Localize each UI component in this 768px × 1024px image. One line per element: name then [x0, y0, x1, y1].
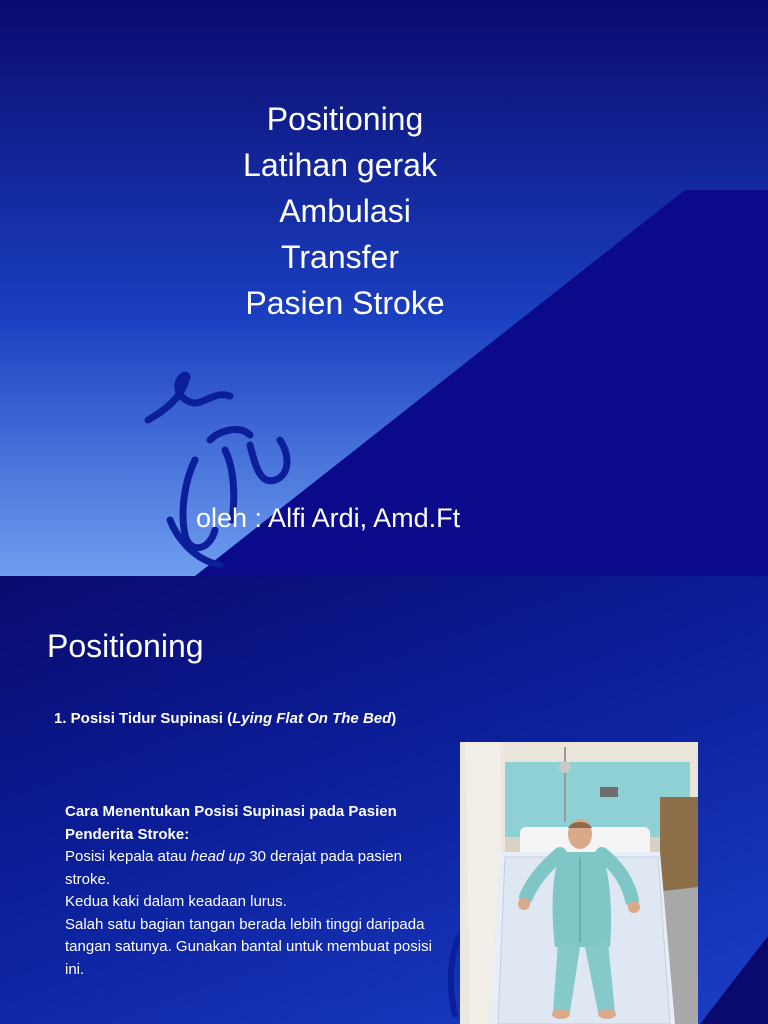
- body-line-3: Salah satu bagian tangan berada lebih tinggi daripada tangan satunya. Gunakan bantal untuk membuat posisi ini.: [65, 915, 432, 978]
- line1-prefix: Posisi kepala atau: [65, 848, 191, 865]
- title-line-5: Pasien Stroke: [245, 285, 445, 321]
- body-text: [65, 801, 445, 981]
- subheading-suffix: ): [391, 710, 397, 727]
- slide2-title: Positioning: [47, 628, 204, 664]
- subheading-italic: Lying Flat On The Bed: [232, 710, 392, 727]
- body-line-1: [65, 846, 445, 891]
- line1-italic: head up: [190, 848, 246, 865]
- title-line-3: Ambulasi: [279, 193, 411, 229]
- title-line-1: Positioning: [266, 101, 424, 137]
- javanese-script-logo: [140, 370, 310, 570]
- body-heading: Cara Menentukan Posisi Supinasi pada Pasien Penderita Stroke:: [65, 803, 397, 843]
- patient-photo: [460, 742, 698, 1024]
- line1-suffix: 30 derajat pada pasien stroke.: [65, 848, 402, 888]
- body-line-2: Kedua kaki dalam keadaan lurus.: [65, 893, 287, 910]
- title-line-4: Transfer: [281, 239, 399, 275]
- author-credit: oleh : Alfi Ardi, Amd.Ft: [196, 503, 461, 533]
- slide-title: [0, 96, 690, 326]
- subheading-prefix: 1. Posisi Tidur Supinasi (: [54, 710, 233, 727]
- section-subheading: [54, 707, 434, 730]
- title-line-2: Latihan gerak: [243, 147, 437, 183]
